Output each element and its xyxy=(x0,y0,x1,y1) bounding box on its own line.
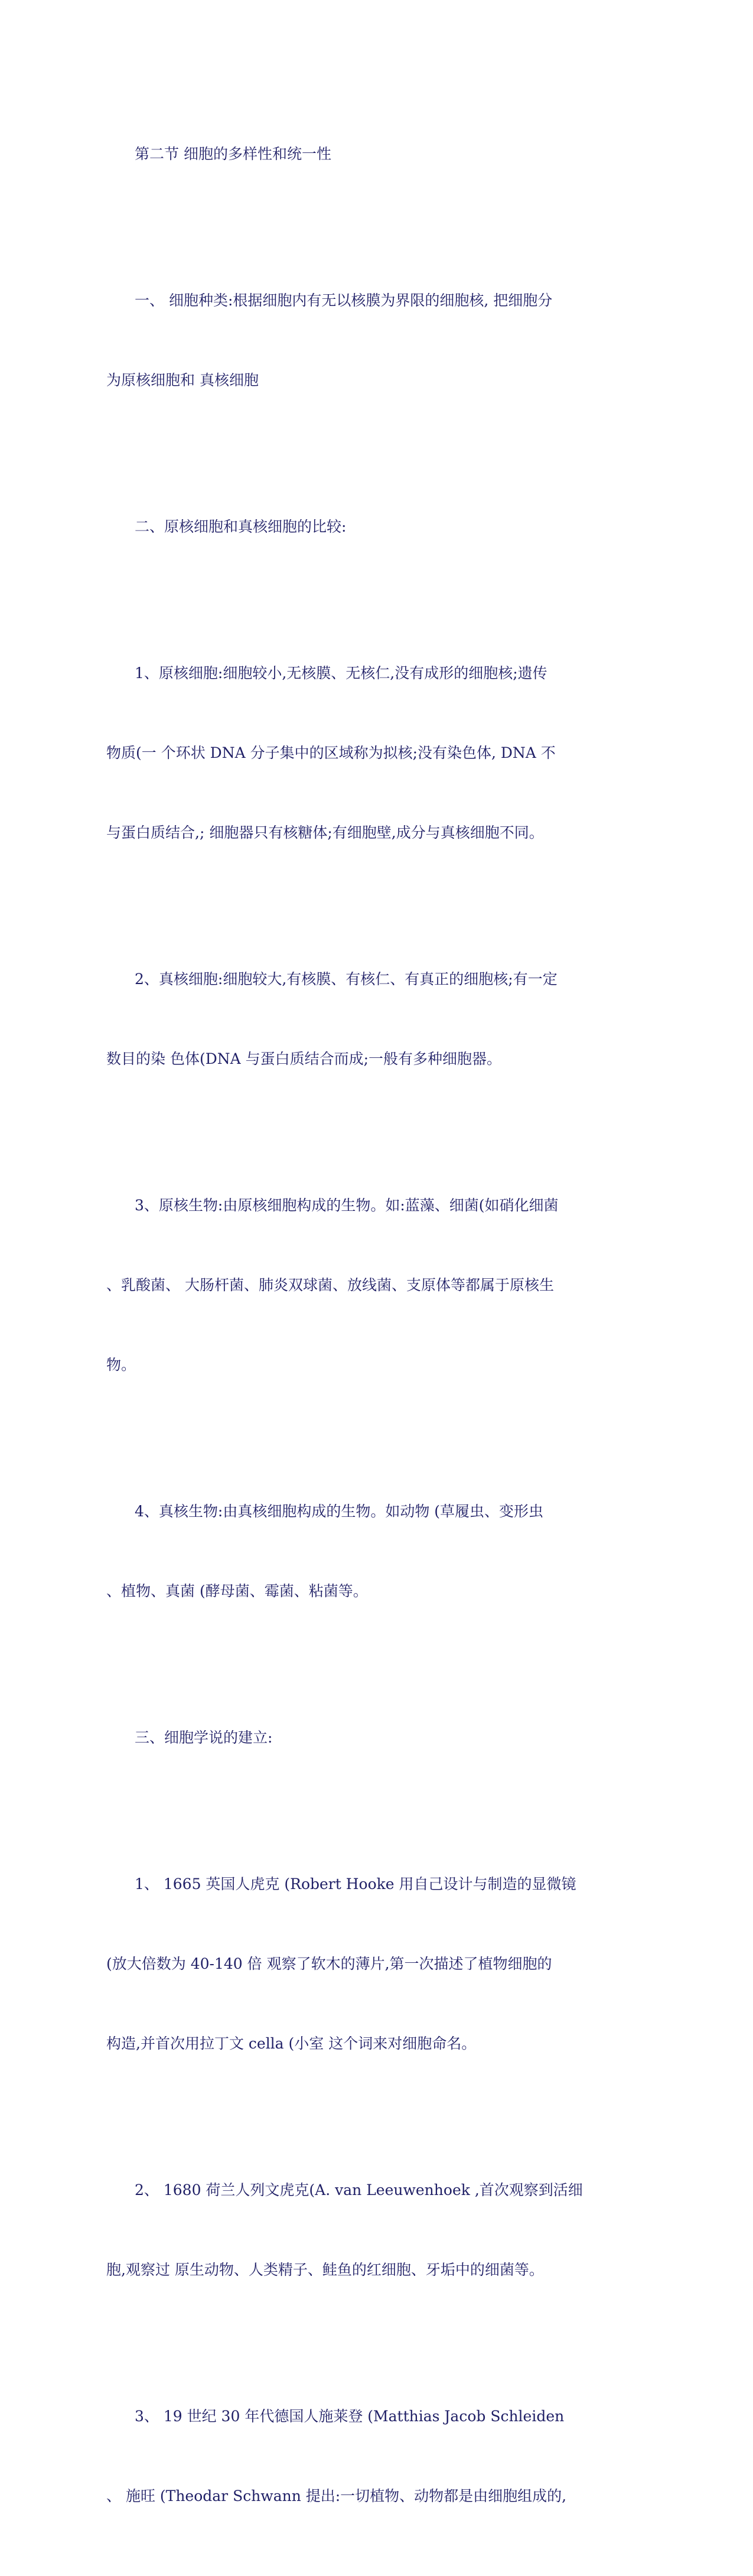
text-line: 第二节 细胞的多样性和统一性 xyxy=(135,145,331,162)
text-line: 2、真核细胞:细胞较大,有核膜、有核仁、有真正的细胞核;有一定 xyxy=(135,971,558,988)
text-line: 胞,观察过 原生动物、人类精子、鲑鱼的红细胞、牙垢中的细菌等。 xyxy=(106,2261,544,2278)
text-line: 1、 1665 英国人虎克 (Robert Hooke 用自己设计与制造的显微镜 xyxy=(135,1875,576,1893)
paragraph-schleiden-schwann xyxy=(106,2350,611,2562)
document-body xyxy=(106,87,611,2576)
text-line: 二、原核细胞和真核细胞的比较: xyxy=(135,518,347,535)
text-line: 、乳酸菌、 大肠杆菌、肺炎双球菌、放线菌、支原体等都属于原核生 xyxy=(106,1276,554,1294)
section-heading xyxy=(106,87,611,220)
text-line: (放大倍数为 40-140 倍 观察了软木的薄片,第一次描述了植物细胞的 xyxy=(106,1955,552,1972)
paragraph-eukaryotic-cell xyxy=(106,913,611,1125)
paragraph-leeuwenhoek xyxy=(106,2124,611,2336)
text-line: 三、细胞学说的建立: xyxy=(135,1729,273,1746)
paragraph-eukaryotes xyxy=(106,1445,611,1657)
text-line: 物质(一 个环状 DNA 分子集中的区域称为拟核;没有染色体, DNA 不 xyxy=(106,744,556,761)
paragraph-cell-types xyxy=(106,234,611,447)
text-line: 3、原核生物:由原核细胞构成的生物。如:蓝藻、细菌(如硝化细菌 xyxy=(135,1197,559,1214)
text-line: 物。 xyxy=(106,1356,136,1373)
text-line: 、植物、真菌 (酵母菌、霉菌、粘菌等。 xyxy=(106,1582,368,1600)
paragraph-hooke xyxy=(106,1818,611,2110)
text-line: 构造,并首次用拉丁文 cella (小室 这个词来对细胞命名。 xyxy=(106,2035,477,2052)
text-line: 、 施旺 (Theodar Schwann 提出:一切植物、动物都是由细胞组成的, xyxy=(106,2487,567,2505)
text-line: 1、原核细胞:细胞较小,无核膜、无核仁,没有成形的细胞核;遗传 xyxy=(135,665,547,682)
subheading-cell-theory xyxy=(106,1671,611,1804)
text-line: 4、真核生物:由真核细胞构成的生物。如动物 (草履虫、变形虫 xyxy=(135,1503,544,1520)
text-line: 2、 1680 荷兰人列文虎克(A. van Leeuwenhoek ,首次观察到活细 xyxy=(135,2181,583,2199)
paragraph-prokaryotic-cell xyxy=(106,607,611,899)
text-line: 一、 细胞种类:根据细胞内有无以核膜为界限的细胞核, 把细胞分 xyxy=(135,292,553,309)
paragraph-prokaryotes xyxy=(106,1139,611,1431)
text-line: 3、 19 世纪 30 年代德国人施莱登 (Matthias Jacob Schleiden xyxy=(135,2408,565,2425)
subheading-comparison xyxy=(106,460,611,593)
text-line: 为原核细胞和 真核细胞 xyxy=(106,372,259,389)
text-line: 数目的染 色体(DNA 与蛋白质结合而成;一般有多种细胞器。 xyxy=(106,1050,502,1067)
text-line: 与蛋白质结合,; 细胞器只有核糖体;有细胞壁,成分与真核细胞不同。 xyxy=(106,824,544,841)
